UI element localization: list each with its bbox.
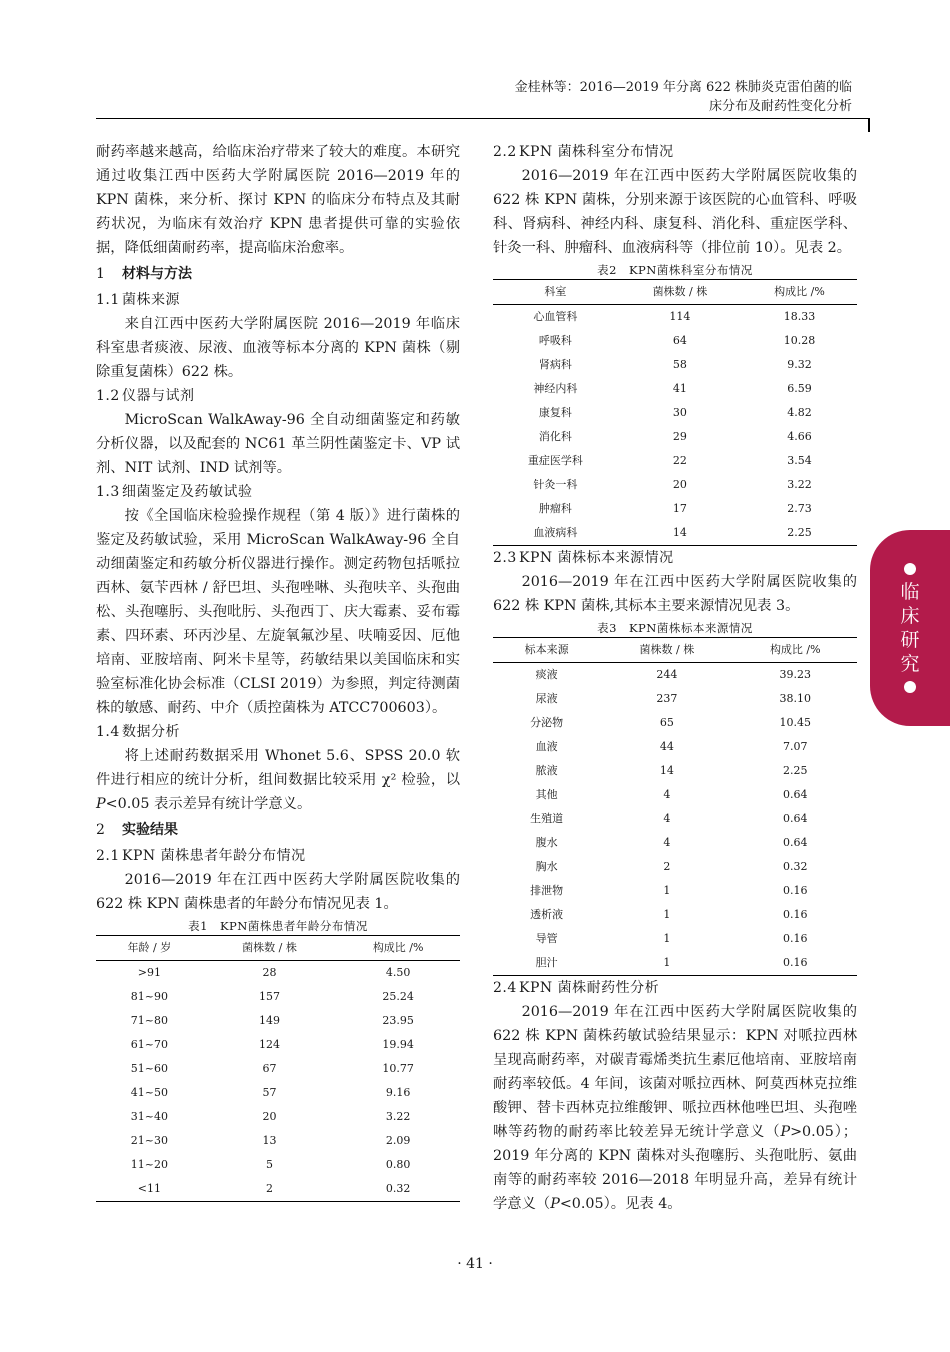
column-header: 构成比 /% — [742, 280, 857, 305]
table-row — [493, 497, 857, 521]
table-cell: 腹水 — [535, 836, 558, 849]
paragraph: 按《全国临床检验操作规程（第 4 版）》进行菌株的鉴定及药敏试验，采用 MicroScan WalkAway-96 全自动细菌鉴定和药敏分析仪器进行操作。测定药物包括哌拉西林、氨苄西林 / 舒巴坦、头孢唑啉、头孢呋辛、头孢曲松、头孢噻肟、头孢吡肟、头孢西丁、庆大霉素、妥布霉素、四环素、环丙沙星、左旋氧氟沙星、呋喃妥因、厄他培南、亚胺培南、阿米卡星等，药敏结果以美国临床和实验室标准化协会标准（CLSI 2019）为参照，判定待测菌株的敏感、耐药、中介（质控菌株为 ATCC700603）。 — [96, 508, 460, 716]
table-cell: 血液 — [535, 740, 558, 753]
table-cell: 29 — [672, 430, 687, 443]
running-header-line-2: 床分布及耐药性变化分析 — [708, 99, 852, 114]
table-cell: 67 — [262, 1062, 277, 1075]
table-row — [493, 711, 857, 735]
table-cell: 0.32 — [783, 860, 808, 873]
subsection-heading: 2.2 KPN 菌株科室分布情况 — [493, 144, 674, 160]
table-row — [493, 425, 857, 449]
table-cell: <11 — [137, 1182, 161, 1195]
table-cell: >91 — [137, 966, 161, 979]
table-cell: 神经内科 — [533, 382, 578, 395]
table-cell: 其他 — [535, 788, 558, 801]
table-cell: 9.32 — [787, 358, 812, 371]
table-cell: 7.07 — [783, 740, 808, 753]
header-vertical-rule — [868, 118, 870, 132]
table-cell: 18.33 — [783, 310, 816, 323]
table-row — [493, 951, 857, 976]
table-row — [493, 449, 857, 473]
column-header: 构成比 /% — [336, 936, 460, 961]
table-cell: 9.16 — [385, 1086, 411, 1099]
column-header: 标本来源 — [493, 638, 600, 663]
table-cell: 10.45 — [779, 716, 812, 729]
table-row — [493, 783, 857, 807]
table-cell: 4.82 — [787, 406, 812, 419]
table-row — [493, 855, 857, 879]
intro-paragraph: 耐药率越来越高，给临床治疗带来了较大的难度。本研究通过收集江西中医药大学附属医院 2016—2019 年的 KPN 菌株，来分析、探讨 KPN 的临床分布特点及其耐药状况，为临床有效治疗 KPN 患者提供可靠的实验依据，降低细菌耐药率，提高临床治愈率。 — [96, 144, 460, 256]
table-cell: 3.22 — [787, 478, 812, 491]
table-cell: 41~50 — [130, 1086, 168, 1099]
side-tab-char: 研 — [900, 629, 920, 651]
table-cell: 导管 — [535, 932, 558, 945]
table-header-row — [96, 936, 460, 961]
table-row — [96, 1177, 460, 1202]
table-cell: 2.25 — [787, 526, 812, 539]
subsection-heading: 1.2 仪器与试剂 — [96, 388, 195, 404]
table-cell: 244 — [656, 668, 678, 681]
table-cell: 4 — [663, 788, 671, 801]
table-row — [493, 663, 857, 688]
table-row — [493, 329, 857, 353]
table-cell: 71~80 — [130, 1014, 168, 1027]
table-cell: 0.64 — [783, 836, 808, 849]
paragraph: 2016—2019 年在江西中医药大学附属医院收集的 622 株 KPN 菌株，分别来源于该医院的心血管科、呼吸科、肾病科、神经内科、康复科、消化科、重症医学科、针灸一科、肿瘤科、血液病科等（排位前 10）。见表 2。 — [493, 168, 857, 256]
paragraph: MicroScan WalkAway-96 全自动细菌鉴定和药敏分析仪器，以及配套的 NC61 革兰阴性菌鉴定卡、VP 试剂、NIT 试剂、IND 试剂等。 — [96, 412, 460, 476]
department-distribution-table — [493, 279, 857, 546]
table-cell: 44 — [659, 740, 674, 753]
table-cell: 22 — [672, 454, 687, 467]
table-cell: 1 — [663, 932, 671, 945]
subsection-heading: 2.4 KPN 菌株耐药性分析 — [493, 980, 660, 996]
table-cell: 重症医学科 — [527, 454, 583, 467]
table-cell: 64 — [672, 334, 687, 347]
table-cell: 38.10 — [779, 692, 812, 705]
table-row — [493, 903, 857, 927]
table-cell: 痰液 — [535, 668, 558, 681]
table-cell: 20 — [262, 1110, 277, 1123]
table-cell: 1 — [663, 956, 671, 969]
table-cell: 13 — [262, 1134, 277, 1147]
table-row — [96, 1033, 460, 1057]
table-cell: 脓液 — [535, 764, 558, 777]
table-cell: 胆汁 — [535, 956, 558, 969]
table-row — [493, 807, 857, 831]
table-row — [493, 831, 857, 855]
table-caption: 表2 KPN菌株科室分布情况 — [597, 263, 753, 277]
table-cell: 0.32 — [385, 1182, 411, 1195]
table-row — [96, 985, 460, 1009]
table-cell: 血液病科 — [533, 526, 578, 539]
paragraph: 2016—2019 年在江西中医药大学附属医院收集的 622 株 KPN 菌株药敏试验结果显示：KPN 对哌拉西林呈现高耐药率，对碳青霉烯类抗生素厄他培南、亚胺培南耐药率较低。4 年间，该菌对哌拉西林、阿莫西林克拉维酸钾、替卡西林克拉维酸钾、哌拉西林他唑巴坦、头孢唑啉等药物的耐药率比较差异无统计学意义（P>0.05）；2019 年分离的 KPN 菌株对头孢噻肟、头孢吡肟、氨曲南等的耐药率较 2016—2018 年明显升高，差异有统计学意义（P<0.05）。见表 4。 — [493, 1004, 857, 1212]
table-header-row — [493, 280, 857, 305]
table-cell: 4.50 — [385, 966, 411, 979]
table-cell: 1 — [663, 908, 671, 921]
table-cell: 17 — [672, 502, 687, 515]
column-header: 菌株数 / 株 — [618, 280, 742, 305]
paragraph: 将上述耐药数据采用 Whonet 5.6、SPSS 20.0 软件进行相应的统计分析，组间数据比较采用 χ² 检验，以 P<0.05 表示差异有统计学意义。 — [96, 748, 460, 812]
table-cell: 2.25 — [783, 764, 808, 777]
table-cell: 30 — [672, 406, 687, 419]
table-row — [493, 927, 857, 951]
table-cell: 14 — [672, 526, 687, 539]
table-cell: 5 — [266, 1158, 273, 1171]
table-row — [493, 735, 857, 759]
table-cell: 10.28 — [783, 334, 816, 347]
table-cell: 114 — [669, 310, 691, 323]
table-row — [96, 1105, 460, 1129]
table-cell: 14 — [659, 764, 674, 777]
table-cell: 28 — [262, 966, 277, 979]
table-cell: 胸水 — [535, 860, 558, 873]
table-cell: 237 — [656, 692, 678, 705]
table-cell: 4 — [663, 812, 671, 825]
subsection-heading: 2.1 KPN 菌株患者年龄分布情况 — [96, 848, 306, 864]
page-number: · 41 · — [457, 1256, 493, 1272]
table-cell: 57 — [262, 1086, 277, 1099]
table-cell: 2 — [663, 860, 671, 873]
table-cell: 21~30 — [130, 1134, 168, 1147]
table-cell: 11~20 — [130, 1158, 168, 1171]
table-cell: 124 — [259, 1038, 280, 1051]
bullet-dot-icon — [904, 681, 916, 693]
column-header: 年龄 / 岁 — [96, 936, 203, 961]
subsection-heading: 1.4 数据分析 — [96, 724, 180, 740]
table-caption: 表3 KPN菌株标本来源情况 — [597, 621, 753, 635]
table-cell: 2.73 — [787, 502, 812, 515]
table-cell: 58 — [672, 358, 687, 371]
table-cell: 0.16 — [783, 956, 808, 969]
left-column — [96, 140, 460, 1202]
subsection-heading: 1.3 细菌鉴定及药敏试验 — [96, 484, 253, 500]
table-row — [493, 759, 857, 783]
column-header: 科室 — [493, 280, 618, 305]
table-cell: 针灸一科 — [533, 478, 578, 491]
table-cell: 19.94 — [382, 1038, 414, 1051]
column-header: 菌株数 / 株 — [203, 936, 337, 961]
table-cell: 0.80 — [385, 1158, 411, 1171]
table-cell: 51~60 — [130, 1062, 168, 1075]
table-caption: 表1 KPN菌株患者年龄分布情况 — [188, 919, 368, 933]
table-cell: 157 — [259, 990, 280, 1003]
running-header — [472, 78, 852, 116]
section-heading: 1 材料与方法 — [96, 266, 192, 282]
table-cell: 41 — [672, 382, 687, 395]
bullet-dot-icon — [904, 563, 916, 575]
table-cell: 0.64 — [783, 788, 808, 801]
table-cell: 0.16 — [783, 908, 808, 921]
table-cell: 分泌物 — [530, 716, 564, 729]
section-heading: 2 实验结果 — [96, 822, 178, 838]
table-cell: 25.24 — [382, 990, 414, 1003]
table-cell: 10.77 — [382, 1062, 414, 1075]
table-row — [493, 305, 857, 330]
table-cell: 消化科 — [538, 430, 572, 443]
table-cell: 39.23 — [779, 668, 812, 681]
table-cell: 31~40 — [130, 1110, 168, 1123]
table-cell: 4.66 — [787, 430, 812, 443]
table-cell: 65 — [659, 716, 674, 729]
header-rule — [96, 118, 868, 119]
table-cell: 心血管科 — [533, 310, 578, 323]
table-row — [96, 1153, 460, 1177]
table-cell: 透析液 — [530, 908, 564, 921]
table-cell: 0.16 — [783, 932, 808, 945]
table-cell: 呼吸科 — [538, 334, 572, 347]
table-cell: 6.59 — [787, 382, 812, 395]
table-cell: 尿液 — [535, 692, 558, 705]
table-row — [96, 1129, 460, 1153]
table-row — [493, 687, 857, 711]
side-tab-char: 床 — [900, 605, 920, 627]
table-header-row — [493, 638, 857, 663]
table-row — [96, 1081, 460, 1105]
table-cell: 3.22 — [385, 1110, 411, 1123]
table-cell: 康复科 — [538, 406, 572, 419]
age-distribution-table — [96, 935, 460, 1202]
column-header: 菌株数 / 株 — [600, 638, 733, 663]
paragraph: 2016—2019 年在江西中医药大学附属医院收集的 622 株 KPN 菌株患者的年龄分布情况见表 1。 — [96, 872, 460, 912]
side-tab-char: 究 — [900, 653, 920, 675]
section-side-tab — [870, 530, 950, 726]
table-row — [493, 521, 857, 546]
table-cell: 生殖道 — [530, 812, 564, 825]
table-row — [493, 353, 857, 377]
table-row — [493, 377, 857, 401]
table-cell: 排泄物 — [530, 884, 564, 897]
table-cell: 3.54 — [787, 454, 812, 467]
column-header: 构成比 /% — [734, 638, 857, 663]
table-cell: 2.09 — [385, 1134, 411, 1147]
side-tab-char: 临 — [900, 581, 920, 603]
subsection-heading: 2.3 KPN 菌株标本来源情况 — [493, 550, 674, 566]
table-cell: 1 — [663, 884, 671, 897]
table-cell: 81~90 — [130, 990, 168, 1003]
table-cell: 2 — [266, 1182, 273, 1195]
table-row — [493, 473, 857, 497]
paragraph: 来自江西中医药大学附属医院 2016—2019 年临床科室患者痰液、尿液、血液等标本分离的 KPN 菌株（剔除重复菌株）622 株。 — [96, 316, 460, 380]
subsection-heading: 1.1 菌株来源 — [96, 292, 180, 308]
table-row — [493, 879, 857, 903]
table-cell: 肿瘤科 — [538, 502, 572, 515]
table-cell: 0.16 — [783, 884, 808, 897]
table-cell: 肾病科 — [538, 358, 572, 371]
table-cell: 20 — [672, 478, 687, 491]
table-row — [96, 1009, 460, 1033]
right-column — [493, 140, 857, 1216]
table-cell: 61~70 — [130, 1038, 168, 1051]
table-row — [96, 961, 460, 986]
table-cell: 149 — [259, 1014, 280, 1027]
running-header-line-1: 金桂林等：2016—2019 年分离 622 株肺炎克雷伯菌的临 — [514, 80, 852, 95]
table-cell: 23.95 — [382, 1014, 414, 1027]
table-cell: 0.64 — [783, 812, 808, 825]
specimen-source-table — [493, 637, 857, 976]
table-row — [493, 401, 857, 425]
paragraph: 2016—2019 年在江西中医药大学附属医院收集的 622 株 KPN 菌株,其标本主要来源情况见表 3。 — [493, 574, 857, 614]
table-cell: 4 — [663, 836, 671, 849]
table-row — [96, 1057, 460, 1081]
